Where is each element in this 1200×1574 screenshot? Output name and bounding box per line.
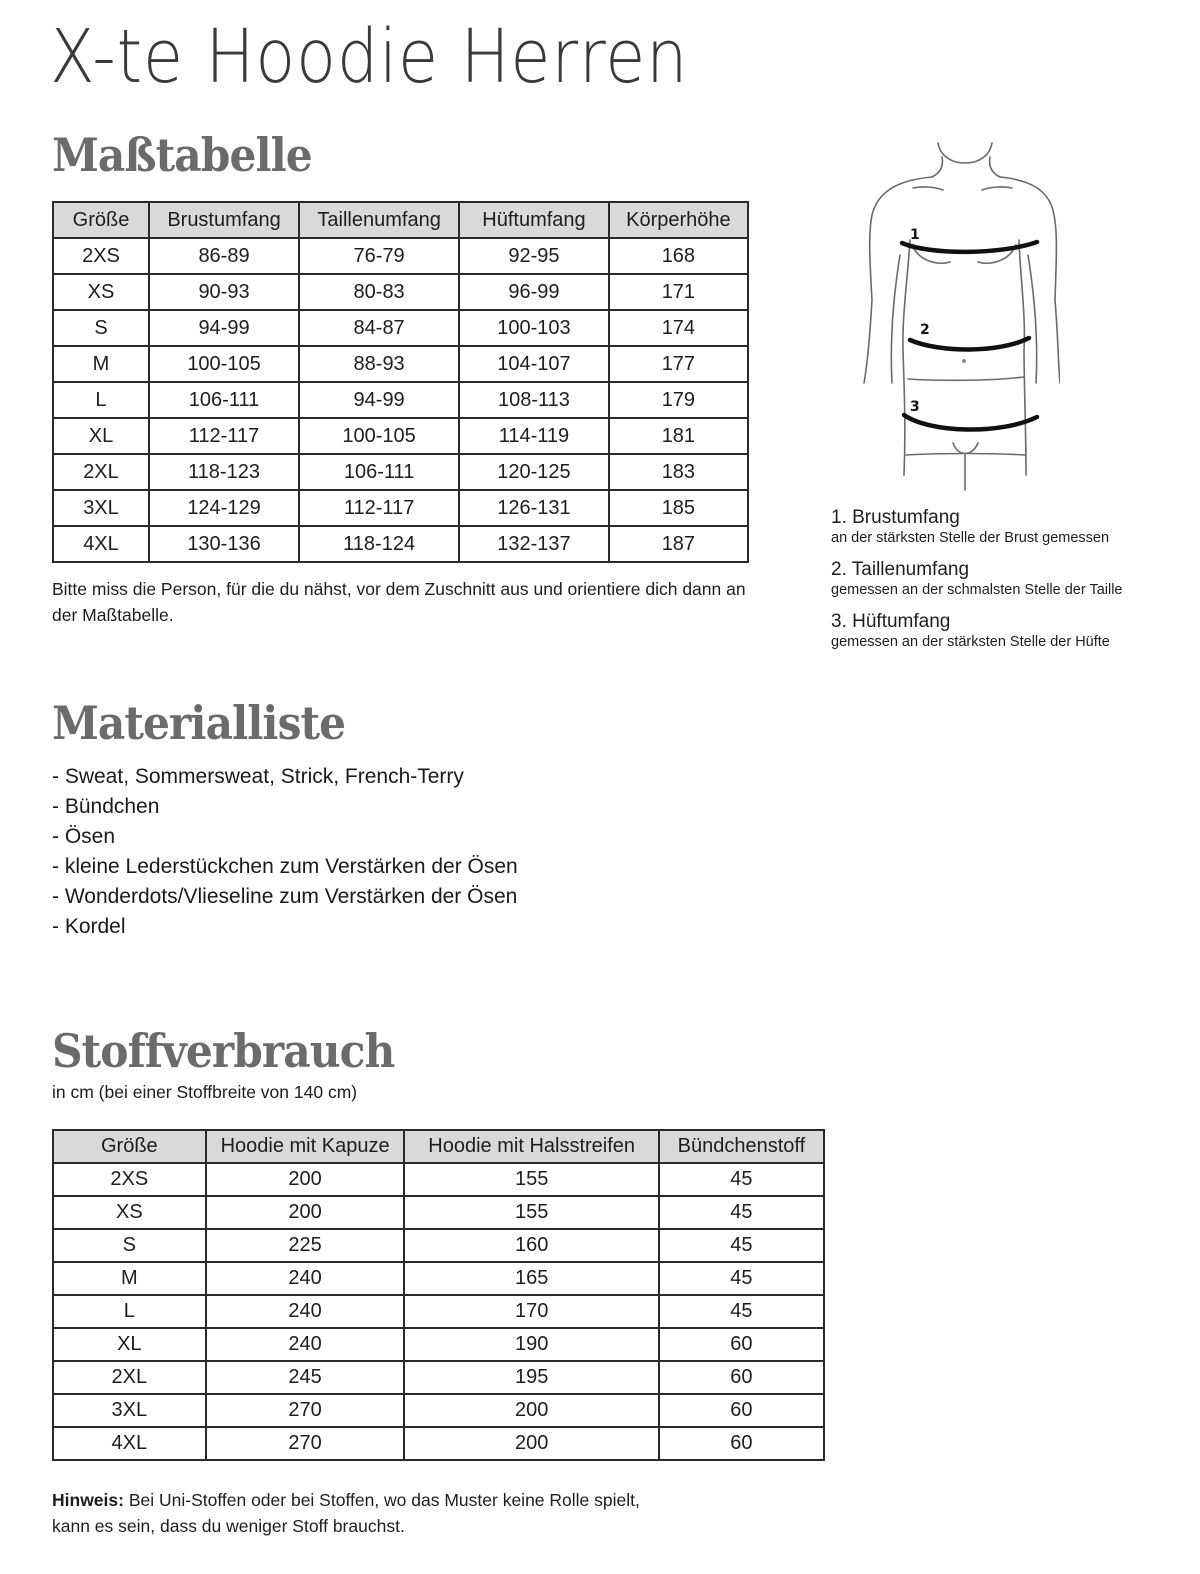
table-row	[53, 346, 748, 382]
legend-title: 1. Brustumfang	[831, 507, 960, 528]
waist-band	[910, 338, 1029, 350]
value-cell: 165	[404, 1262, 658, 1295]
legend-item-hip	[831, 611, 1181, 651]
table-row	[53, 1262, 824, 1295]
material-item: - Wonderdots/Vlieseline zum Verstärken der Ösen	[52, 885, 518, 908]
legend-item-waist	[831, 559, 1181, 599]
column-header: Körperhöhe	[609, 202, 748, 238]
value-cell: 45	[659, 1262, 824, 1295]
table-row	[53, 274, 748, 310]
value-cell: 126-131	[459, 490, 609, 526]
fabric-usage-table	[52, 1129, 825, 1461]
size-cell: 4XL	[53, 1427, 206, 1460]
value-cell: 155	[404, 1163, 658, 1196]
value-cell: 225	[206, 1229, 405, 1262]
table-row	[53, 490, 748, 526]
size-cell: 3XL	[53, 1394, 206, 1427]
fabric-usage-subtitle: in cm (bei einer Stoffbreite von 140 cm)	[52, 1082, 358, 1102]
fabric-usage-body	[53, 1163, 824, 1460]
table-row	[53, 1196, 824, 1229]
size-chart-header-row	[53, 202, 748, 238]
material-item: - Kordel	[52, 915, 126, 938]
size-cell: M	[53, 1262, 206, 1295]
column-header: Hüftumfang	[459, 202, 609, 238]
value-cell: 96-99	[459, 274, 609, 310]
size-cell: XS	[53, 274, 149, 310]
value-cell: 200	[404, 1394, 658, 1427]
table-row	[53, 1394, 824, 1427]
size-cell: XS	[53, 1196, 206, 1229]
value-cell: 86-89	[149, 238, 299, 274]
value-cell: 183	[609, 454, 748, 490]
value-cell: 270	[206, 1427, 405, 1460]
size-cell: 3XL	[53, 490, 149, 526]
value-cell: 45	[659, 1163, 824, 1196]
material-item: - Sweat, Sommersweat, Strick, French-Terry	[52, 765, 464, 788]
value-cell: 240	[206, 1295, 405, 1328]
body-measurement-figure	[840, 135, 1060, 505]
value-cell: 120-125	[459, 454, 609, 490]
value-cell: 245	[206, 1361, 405, 1394]
value-cell: 240	[206, 1328, 405, 1361]
size-cell: S	[53, 1229, 206, 1262]
table-row	[53, 526, 748, 562]
size-cell: XL	[53, 418, 149, 454]
table-row	[53, 1361, 824, 1394]
size-cell: 2XS	[53, 1163, 206, 1196]
column-header: Hoodie mit Halsstreifen	[404, 1130, 658, 1163]
value-cell: 171	[609, 274, 748, 310]
column-header: Größe	[53, 202, 149, 238]
legend-title: 3. Hüftumfang	[831, 611, 951, 632]
size-cell: XL	[53, 1328, 206, 1361]
value-cell: 60	[659, 1328, 824, 1361]
value-cell: 84-87	[299, 310, 459, 346]
value-cell: 270	[206, 1394, 405, 1427]
value-cell: 45	[659, 1229, 824, 1262]
marker-2: 2	[920, 322, 930, 338]
column-header: Brustumfang	[149, 202, 299, 238]
value-cell: 200	[206, 1163, 405, 1196]
value-cell: 112-117	[149, 418, 299, 454]
value-cell: 195	[404, 1361, 658, 1394]
value-cell: 118-124	[299, 526, 459, 562]
column-header: Größe	[53, 1130, 206, 1163]
value-cell: 94-99	[149, 310, 299, 346]
marker-3: 3	[910, 399, 920, 415]
size-chart-heading: Maßtabelle	[52, 128, 312, 182]
fabric-hint	[52, 1487, 672, 1539]
materials-list	[52, 762, 518, 942]
value-cell: 124-129	[149, 490, 299, 526]
table-row	[53, 418, 748, 454]
material-item: - Ösen	[52, 825, 116, 848]
materials-heading: Materialliste	[52, 696, 346, 750]
value-cell: 88-93	[299, 346, 459, 382]
size-cell: S	[53, 310, 149, 346]
size-cell: 2XL	[53, 454, 149, 490]
body-outline-illustration	[840, 135, 1060, 505]
value-cell: 112-117	[299, 490, 459, 526]
value-cell: 106-111	[149, 382, 299, 418]
value-cell: 104-107	[459, 346, 609, 382]
size-cell: 4XL	[53, 526, 149, 562]
value-cell: 60	[659, 1361, 824, 1394]
value-cell: 100-103	[459, 310, 609, 346]
chest-band	[902, 242, 1037, 252]
size-cell: M	[53, 346, 149, 382]
material-item: - kleine Lederstückchen zum Verstärken der Ösen	[52, 855, 518, 878]
value-cell: 155	[404, 1196, 658, 1229]
value-cell: 200	[206, 1196, 405, 1229]
size-cell: L	[53, 1295, 206, 1328]
size-cell: L	[53, 382, 149, 418]
value-cell: 45	[659, 1295, 824, 1328]
value-cell: 174	[609, 310, 748, 346]
marker-1: 1	[910, 227, 920, 243]
fabric-usage-header-row	[53, 1130, 824, 1163]
table-row	[53, 382, 748, 418]
value-cell: 60	[659, 1394, 824, 1427]
table-row	[53, 1427, 824, 1460]
column-header: Hoodie mit Kapuze	[206, 1130, 405, 1163]
value-cell: 177	[609, 346, 748, 382]
legend-desc: gemessen an der schmalsten Stelle der Taille	[831, 582, 1123, 598]
legend-desc: gemessen an der stärksten Stelle der Hüfte	[831, 634, 1110, 650]
value-cell: 185	[609, 490, 748, 526]
value-cell: 90-93	[149, 274, 299, 310]
value-cell: 170	[404, 1295, 658, 1328]
value-cell: 190	[404, 1328, 658, 1361]
hint-label: Hinweis:	[52, 1490, 124, 1510]
table-row	[53, 238, 748, 274]
table-row	[53, 1295, 824, 1328]
table-row	[53, 1229, 824, 1262]
value-cell: 45	[659, 1196, 824, 1229]
value-cell: 187	[609, 526, 748, 562]
column-header: Taillenumfang	[299, 202, 459, 238]
value-cell: 100-105	[299, 418, 459, 454]
hint-text: Bei Uni-Stoffen oder bei Stoffen, wo das Muster keine Rolle spielt, kann es sein, dass du weniger Stoff brauchst.	[52, 1490, 640, 1536]
fabric-usage-heading: Stoffverbrauch	[52, 1024, 395, 1078]
size-chart-table	[52, 201, 749, 563]
value-cell: 132-137	[459, 526, 609, 562]
value-cell: 108-113	[459, 382, 609, 418]
measurement-legend	[831, 507, 1181, 663]
table-row	[53, 310, 748, 346]
value-cell: 118-123	[149, 454, 299, 490]
value-cell: 60	[659, 1427, 824, 1460]
value-cell: 160	[404, 1229, 658, 1262]
size-chart-note: Bitte miss die Person, für die du nähst, vor dem Zuschnitt aus und orientiere dich dann an der Maßtabelle.	[52, 579, 746, 625]
table-row	[53, 454, 748, 490]
size-chart-body	[53, 238, 748, 562]
table-row	[53, 1328, 824, 1361]
value-cell: 106-111	[299, 454, 459, 490]
material-item: - Bündchen	[52, 795, 160, 818]
value-cell: 92-95	[459, 238, 609, 274]
value-cell: 179	[609, 382, 748, 418]
value-cell: 76-79	[299, 238, 459, 274]
page-title: X-te Hoodie Herren	[50, 14, 689, 100]
value-cell: 94-99	[299, 382, 459, 418]
value-cell: 181	[609, 418, 748, 454]
size-cell: 2XL	[53, 1361, 206, 1394]
legend-item-chest	[831, 507, 1181, 547]
value-cell: 100-105	[149, 346, 299, 382]
value-cell: 114-119	[459, 418, 609, 454]
value-cell: 130-136	[149, 526, 299, 562]
value-cell: 200	[404, 1427, 658, 1460]
hip-band	[904, 415, 1037, 430]
value-cell: 80-83	[299, 274, 459, 310]
column-header: Bündchenstoff	[659, 1130, 824, 1163]
size-cell: 2XS	[53, 238, 149, 274]
value-cell: 240	[206, 1262, 405, 1295]
table-row	[53, 1163, 824, 1196]
value-cell: 168	[609, 238, 748, 274]
legend-desc: an der stärksten Stelle der Brust gemessen	[831, 530, 1110, 546]
legend-title: 2. Taillenumfang	[831, 559, 970, 580]
